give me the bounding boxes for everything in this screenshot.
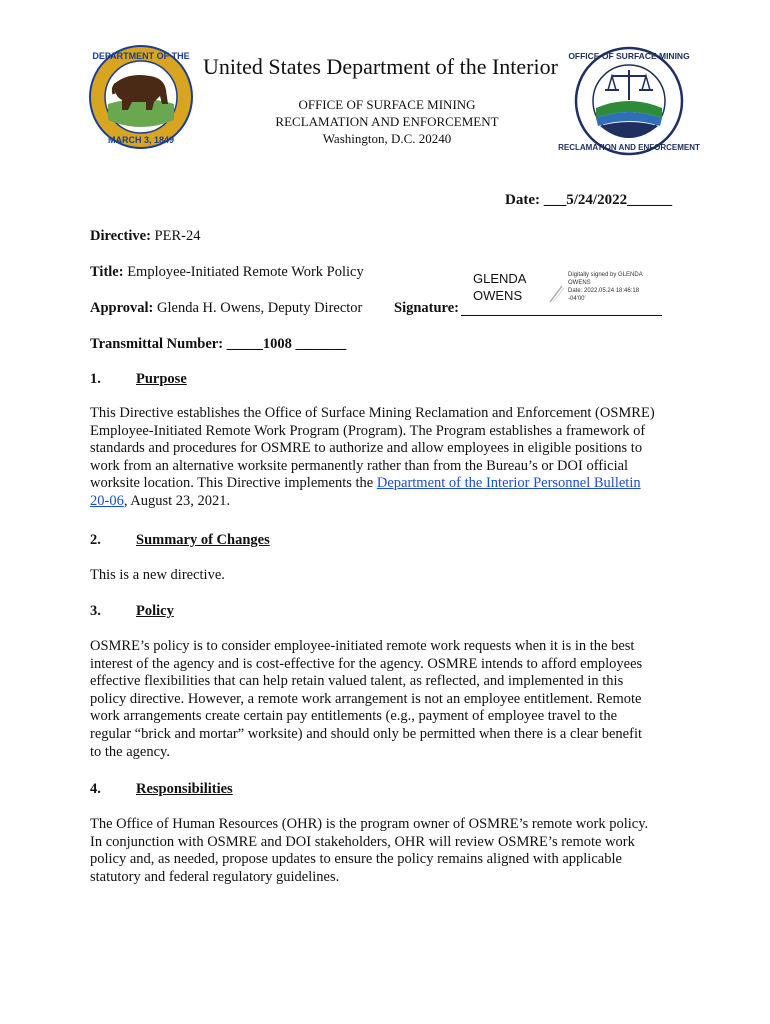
section-3-heading: Policy <box>136 603 174 619</box>
section-4-line: The Office of Human Resources (OHR) is the program owner of OSMRE’s remote work policy. <box>90 816 649 832</box>
signature-name-line-2: OWENS <box>473 288 523 303</box>
svg-text:OFFICE OF SURFACE MINING: OFFICE OF SURFACE MINING <box>568 51 690 61</box>
section-2-number: 2. <box>90 532 101 548</box>
transmittal-label: Transmittal Number: <box>90 336 224 352</box>
digital-signature-line-2: OWENS <box>568 280 591 286</box>
directive-value: PER-24 <box>154 228 201 244</box>
office-address: Washington, D.C. 20240 <box>322 131 452 146</box>
section-1-line <box>90 475 686 493</box>
personnel-bulletin-link-continued[interactable]: 20-06 <box>90 492 124 509</box>
personnel-bulletin-link[interactable]: Department of the Interior Personnel Bulletin <box>376 475 641 492</box>
approval-label: Approval: <box>90 300 154 316</box>
section-2-heading: Summary of Changes <box>136 532 270 548</box>
signature-line <box>461 315 662 316</box>
title-label: Title: <box>90 264 124 280</box>
transmittal-row <box>90 336 346 353</box>
section-1-line: Employee-Initiated Remote Work Program (Program). The Program establishes a framework of <box>90 422 646 439</box>
section-3-line: effective flexibilities that can help retain valued talent, as reflected, and implemented in this <box>90 673 624 690</box>
directive-row <box>90 228 200 245</box>
section-1-heading: Purpose <box>136 371 187 387</box>
section-1-text: , August 23, 2021. <box>123 492 231 509</box>
section-3-number: 3. <box>90 603 101 619</box>
section-1-text: worksite location. This Directive implements the <box>90 475 377 492</box>
svg-text:MARCH 3, 1849: MARCH 3, 1849 <box>107 135 175 145</box>
office-name-line-1: OFFICE OF SURFACE MINING <box>298 97 476 112</box>
section-3-line: to the agency. <box>90 743 170 760</box>
approval-value: Glenda H. Owens, Deputy Director <box>157 300 363 316</box>
section-4-body <box>90 816 686 886</box>
section-4-line: policy and, as needed, propose updates to ensure the policy remains aligned with applicable <box>90 851 622 868</box>
department-title: United States Department of the Interior <box>203 54 558 79</box>
signature-name-line-1: GLENDA <box>473 271 527 286</box>
osmre-seal-logo <box>558 46 700 156</box>
directive-date <box>505 192 672 209</box>
title-row <box>90 264 364 281</box>
approval-row <box>90 300 362 317</box>
section-3-line: regular “brick and mortar” worksite) and should only be permitted when there is a clear benefit <box>90 725 642 742</box>
section-2-line: This is a new directive. <box>90 567 225 583</box>
date-value: ___5/24/2022______ <box>543 192 673 208</box>
title-value: Employee-Initiated Remote Work Policy <box>127 264 364 280</box>
digital-signature-mark-icon <box>548 284 566 304</box>
section-4-heading: Responsibilities <box>136 781 233 797</box>
section-3-line: interest of the agency and is cost-effective for the agency. OSMRE intends to afford employees <box>90 655 643 672</box>
office-name-line-2: RECLAMATION AND ENFORCEMENT <box>275 114 499 129</box>
digital-signature-line-4: -04'00' <box>568 296 586 302</box>
svg-text:RECLAMATION AND ENFORCEMENT: RECLAMATION AND ENFORCEMENT <box>558 143 700 152</box>
digital-signature-line-1: Digitally signed by GLENDA <box>568 272 643 278</box>
section-1-line: This Directive establishes the Office of Surface Mining Reclamation and Enforcement (OSMRE) <box>90 405 655 421</box>
transmittal-value: _____1008 _______ <box>226 336 347 352</box>
section-4-number: 4. <box>90 781 101 797</box>
directive-label: Directive: <box>90 228 151 244</box>
section-1-number: 1. <box>90 371 101 387</box>
date-label: Date: <box>505 192 540 208</box>
section-1-line <box>90 493 686 511</box>
section-1-line: standards and procedures for OSMRE to authorize and allow employees in eligible positions to <box>90 440 643 457</box>
section-3-body <box>90 638 686 761</box>
signature-label: Signature: <box>394 300 459 316</box>
signature-name <box>473 270 526 304</box>
doi-seal-logo <box>88 44 194 150</box>
section-3-line: OSMRE’s policy is to consider employee-initiated remote work requests when it is in the best <box>90 638 635 654</box>
section-3-line: policy directive. However, a remote work arrangement is not an employee entitlement. Remote <box>90 690 642 707</box>
digital-signature-line-3: Date: 2022.05.24 18:46:18 <box>568 288 640 294</box>
section-1-line: work from an alternative worksite permanently rather than from the Bureau’s or DOI official <box>90 457 629 474</box>
digital-signature-details <box>568 271 668 303</box>
section-2-body <box>90 567 686 585</box>
section-4-line: In conjunction with OSMRE and DOI stakeholders, OHR will review OSMRE’s remote work <box>90 833 635 850</box>
section-1-body <box>90 405 686 511</box>
section-4-line: statutory and federal regulatory guidelines. <box>90 868 340 885</box>
svg-text:DEPARTMENT OF THE: DEPARTMENT OF THE <box>92 51 190 61</box>
section-3-line: work arrangements create certain pay entitlements (e.g., payment of employee travel to the <box>90 708 618 725</box>
